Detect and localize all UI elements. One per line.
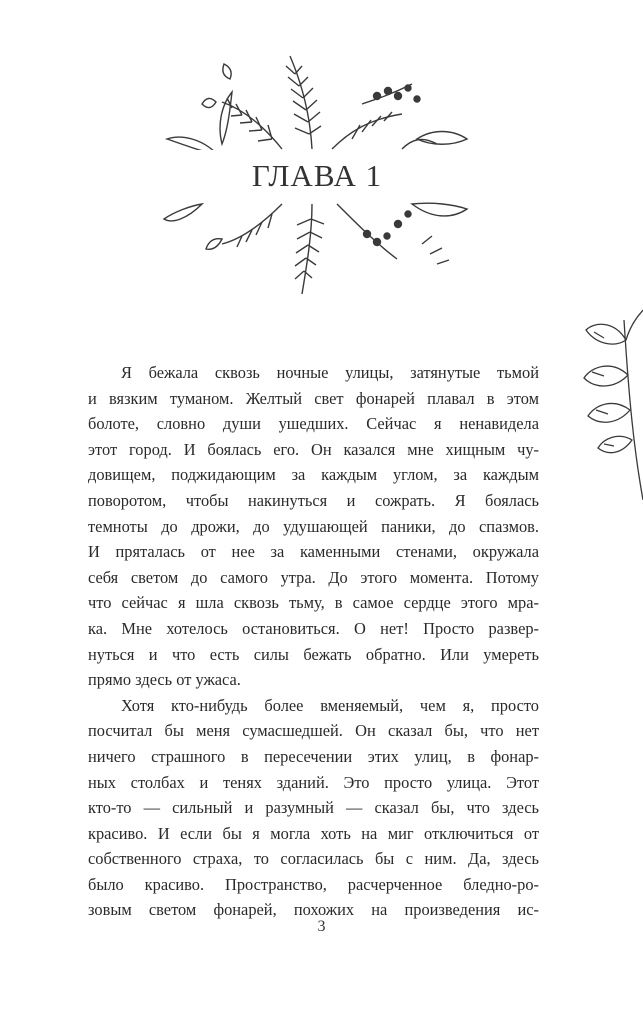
chapter-title: ГЛАВА 1 xyxy=(251,158,383,193)
text-line: собственного страха, то согласилась бы с ним. Да, здесь xyxy=(88,849,539,869)
text-line: И пряталась от нее за каменными стенами, окружала xyxy=(88,542,539,562)
text-line: темноты до дрожи, до удушающей паники, до спазмов. xyxy=(88,516,539,536)
text-line: Я бежала сквозь ночные улицы, затянутые тьмой xyxy=(121,363,539,382)
body-text xyxy=(88,360,539,923)
chapter-heading xyxy=(163,150,471,202)
text-line: что сейчас я шла сквозь тьму, в самое сердце этого мра- xyxy=(88,593,539,613)
text-line: довищем, поджидающим за каждым углом, за каждым xyxy=(88,465,539,485)
text-line: кто-то — сильный и разумный — сказал бы, что здесь xyxy=(88,798,539,818)
text-line: этот город. И боялась его. Он казался мне хищным чу- xyxy=(88,439,539,459)
text-line: ка. Мне хотелось остановиться. О нет! Просто развер- xyxy=(88,618,539,638)
text-line: было красиво. Пространство, расчерченное бледно-ро- xyxy=(88,874,539,894)
page-number: 3 xyxy=(317,918,326,935)
text-line: поворотом, чтобы накинуться и сожрать. Я боялась xyxy=(88,490,539,510)
text-line: нуться и что есть силы бежать обратно. Или умереть xyxy=(88,644,539,664)
text-line: ничего страшного в пересечении этих улиц, в фонар- xyxy=(88,746,539,766)
text-line: зовым светом фонарей, похожих на произведения ис- xyxy=(88,900,539,920)
text-line: и вязким туманом. Желтый свет фонарей плавал в этом xyxy=(88,388,539,408)
text-line: Хотя кто-нибудь более вменяемый, чем я, просто xyxy=(121,695,539,715)
text-line: прямо здесь от ужаса. xyxy=(88,670,241,690)
text-line: себя светом до самого утра. До этого момента. Потому xyxy=(88,567,539,587)
text-line: посчитал бы меня сумасшедшей. Он сказал бы, что нет xyxy=(88,721,539,741)
ginkgo-branch-icon xyxy=(574,300,643,500)
text-line: болоте, словно души ушедших. Сейчас я ненавидела xyxy=(88,414,539,434)
text-line: красиво. И если бы я могла хоть на миг отключиться от xyxy=(88,823,539,843)
text-line: ных столбах и тенях зданий. Это просто улица. Этот xyxy=(88,772,539,792)
